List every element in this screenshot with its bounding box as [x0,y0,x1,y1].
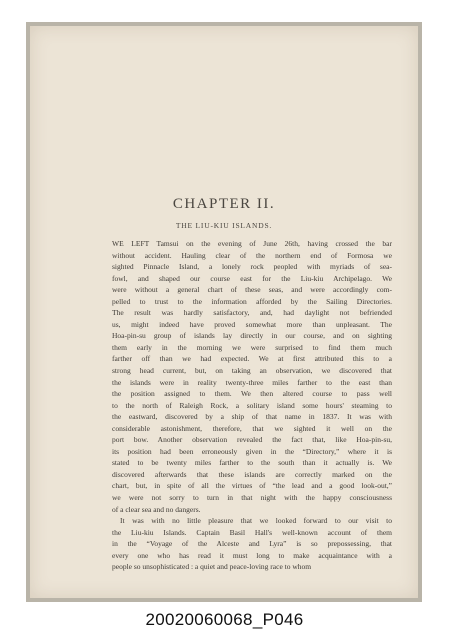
text-line: The result was hardly satisfactory, and, had daylight not befriended [112,308,392,318]
text-line: It was with no little pleasure that we looked forward to our visit to [120,516,392,526]
image-caption: 20020060068_P046 [145,610,304,629]
text-line: pelled to trust to the information afforded by the Sailing Directories. [112,296,392,306]
text-line: we were not sorry to turn in that night with the happy consciousness [112,493,392,503]
text-line: WE LEFT Tamsui on the evening of June 26th, having crossed the bar [112,239,392,248]
text-line: strong head current, but, on taking an observation, we discovered that [112,366,392,376]
text-line: them early in the morning we were surprised to find them much [112,342,392,352]
text-line: Hoa-pin-su group of islands lay directly in our course, and on sighting [112,331,392,341]
book-page [30,26,418,598]
text-line: fowl, and shaped our course east for the Liu-kiu Archipelago. We [112,273,392,283]
paragraph-1 [112,238,392,515]
chapter-subtitle: THE LIU-KIU ISLANDS. [175,221,273,230]
text-line: stated to be twenty miles farther to the south than it actually is. We [112,458,392,468]
text-line: of a clear sea and no dangers. [112,504,201,514]
text-line: people so unsophisticated : a quiet and peace-loving race to whom [112,562,312,572]
text-line: its position had been erroneously given in the “Directory,” where it is [112,446,392,456]
text-line: to the north of Raleigh Rock, a solitary island some hours' steaming to [112,400,392,410]
text-line: without accident. Hauling clear of the northern end of Formosa we [112,250,392,260]
text-line: every one who has read it must long to make acquaintance with a [112,550,392,560]
text-line: the eastward, discovered by a ship of that name in 1837. It was with [112,412,392,422]
text-line: were without a general chart of these seas, and were accordingly com- [112,285,392,295]
text-line: sighted Pinnacle Island, a lonely rock peopled with myriads of sea- [112,262,392,272]
text-line: chart, but, in spite of all the virtues of “the lead and a good look-out,” [112,481,392,491]
text-line: the islands were in reality twenty-three miles farther to the east than [112,377,392,387]
text-line: port bow. Another observation revealed the fact that, like Hoa-pin-su, [112,435,392,445]
text-line: the Liu-kiu Islands. Captain Basil Hall's well-known account of them [112,527,392,537]
body-text [112,238,392,573]
text-line: the position assigned to them. We then altered course to pass well [112,389,392,399]
text-line: discovered afterwards that these islands are correctly marked on the [112,469,392,479]
text-line: farther off than we had expected. We at first attributed this to a [112,354,392,364]
text-line: in the “Voyage of the Alceste and Lyra” is so prepossessing, that [112,539,392,549]
paragraph-2 [112,515,392,573]
text-line: us, might indeed have proved somewhat more than unpleasant. The [112,319,392,329]
text-line: considerable astonishment, therefore, that we sighted it well on the [112,423,392,433]
chapter-title: CHAPTER II. [172,196,276,212]
